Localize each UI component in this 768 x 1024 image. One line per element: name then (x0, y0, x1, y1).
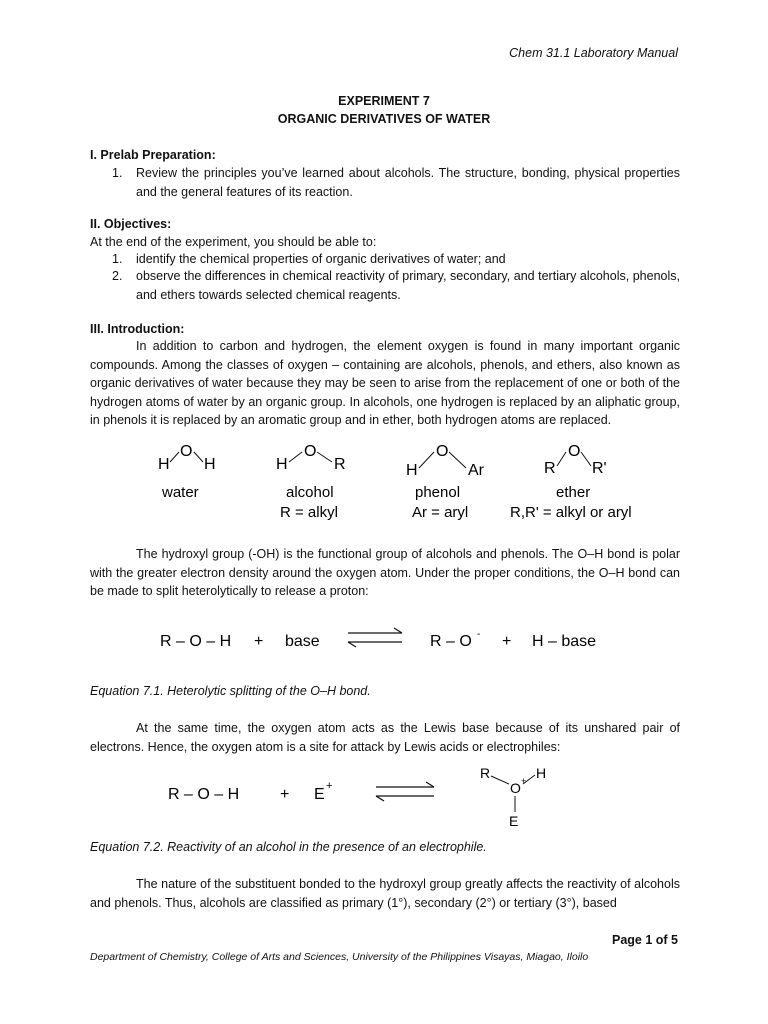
equilibrium-arrows (376, 782, 434, 801)
objective-item (112, 267, 680, 304)
eq2-lhs: R – O – H (168, 786, 240, 803)
equation-7-1 (150, 620, 610, 660)
eq1-product: H – base (532, 633, 597, 650)
alcohol-structure (276, 443, 346, 521)
prelab-item (112, 164, 680, 201)
structures-diagram (140, 436, 660, 528)
equation-7-1-caption: Equation 7.1. Heterolytic splitting of the O–H bond. (90, 684, 371, 698)
phenol-structure (406, 443, 485, 521)
eq1-lhs: R – O – H (160, 633, 232, 650)
eq1-plus: + (254, 633, 264, 650)
phenol-ar: Ar (468, 462, 484, 479)
eq2-product-charge: + (521, 776, 527, 786)
page-number: Page 1 of 5 (612, 933, 678, 947)
ether-label: ether (556, 484, 591, 501)
alcohol-label: alcohol (286, 484, 334, 501)
running-header: Chem 31.1 Laboratory Manual (509, 46, 678, 60)
list-text: identify the chemical properties of organic derivatives of water; and (136, 252, 506, 266)
objective-item (112, 250, 680, 269)
alcohol-note: R = alkyl (280, 504, 338, 521)
alcohol-r: R (334, 456, 346, 473)
footer-department: Department of Chemistry, College of Arts and Sciences, University of the Philippines Visayas, Miagao, Iloilo (90, 951, 589, 963)
eq1-plus-2: + (502, 633, 512, 650)
eq2-reagent-charge: + (326, 780, 333, 792)
intro-paragraph-2: The hydroxyl group (-OH) is the functional group of alcohols and phenols. The O–H bond is polar with the greater electron density around the oxygen atom. Under the proper conditions, the O–H bond can be made to split heterolytically to release a proton: (90, 547, 680, 598)
intro-paragraph-1: In addition to carbon and hydrogen, the element oxygen is found in many important organic compounds. Among the classes of oxygen – containing are alcohols, phenols, and ethers, also known as organic derivatives of water because they may be seen to arise from the replacement of one or both of the hydrogen atoms of water by an organic group. In alcohols, one hydrogen is replaced by an aliphatic group, in phenols it is replaced by an aromatic group and in ether, both hydrogen atoms are replaced. (90, 339, 680, 427)
eq2-product-r: R (480, 765, 491, 781)
eq2-product-e: E (509, 813, 519, 829)
list-text: observe the differences in chemical reactivity of primary, secondary, and tertiary alcohols, phenols, and ethers towards selected chemical reagents. (136, 269, 680, 302)
eq2-product-h: H (536, 765, 547, 781)
water-o: O (180, 443, 193, 460)
phenol-note: Ar = aryl (412, 504, 469, 521)
water-h-left: H (158, 456, 170, 473)
page-title: ORGANIC DERIVATIVES OF WATER (277, 112, 491, 126)
water-h-right: H (204, 456, 216, 473)
ether-structure (510, 443, 632, 521)
introduction-heading: III. Introduction: (90, 322, 185, 336)
list-text: Review the principles you’ve learned about alcohols. The structure, bonding, physical properties and the general features of its reaction. (136, 166, 680, 199)
ether-o: O (568, 443, 581, 460)
eq1-rhs-charge: - (477, 629, 481, 640)
water-structure (158, 443, 216, 501)
water-label: water (162, 484, 199, 501)
objectives-heading: II. Objectives: (90, 217, 172, 231)
alcohol-h: H (276, 456, 288, 473)
phenol-label: phenol (415, 484, 461, 501)
list-number: 1. (112, 166, 123, 180)
intro-paragraph-4: The nature of the substituent bonded to the hydroxyl group greatly affects the reactivity of alcohols and phenols. Thus, alcohols are classified as primary (1°), secondary (2°) or tertiary (3°), based (90, 877, 680, 910)
ether-r-right: R' (592, 460, 607, 477)
ether-r-left: R (544, 460, 556, 477)
eq2-reagent: E (314, 786, 325, 803)
intro-paragraph-3: At the same time, the oxygen atom acts as the Lewis base because of its unshared pair of electrons. Hence, the oxygen atom is a site for attack by Lewis acids or electrophiles: (90, 721, 680, 754)
equilibrium-arrows (348, 628, 402, 647)
alcohol-o: O (304, 443, 317, 460)
list-number: 2. (112, 269, 123, 283)
experiment-number: EXPERIMENT 7 (338, 94, 430, 108)
eq1-rhs-ion: R – O (430, 633, 472, 650)
objectives-intro: At the end of the experiment, you should be able to: (90, 235, 377, 249)
eq2-product-o: O (510, 780, 521, 796)
eq1-reagent: base (285, 633, 320, 650)
equation-7-2-caption: Equation 7.2. Reactivity of an alcohol in the presence of an electrophile. (90, 840, 487, 854)
phenol-h: H (406, 462, 418, 479)
list-number: 1. (112, 252, 123, 266)
ether-note: R,R' = alkyl or aryl (510, 504, 632, 521)
eq2-plus: + (280, 786, 290, 803)
prelab-heading: I. Prelab Preparation: (90, 148, 216, 162)
equation-7-2 (160, 760, 580, 832)
phenol-o: O (436, 443, 449, 460)
